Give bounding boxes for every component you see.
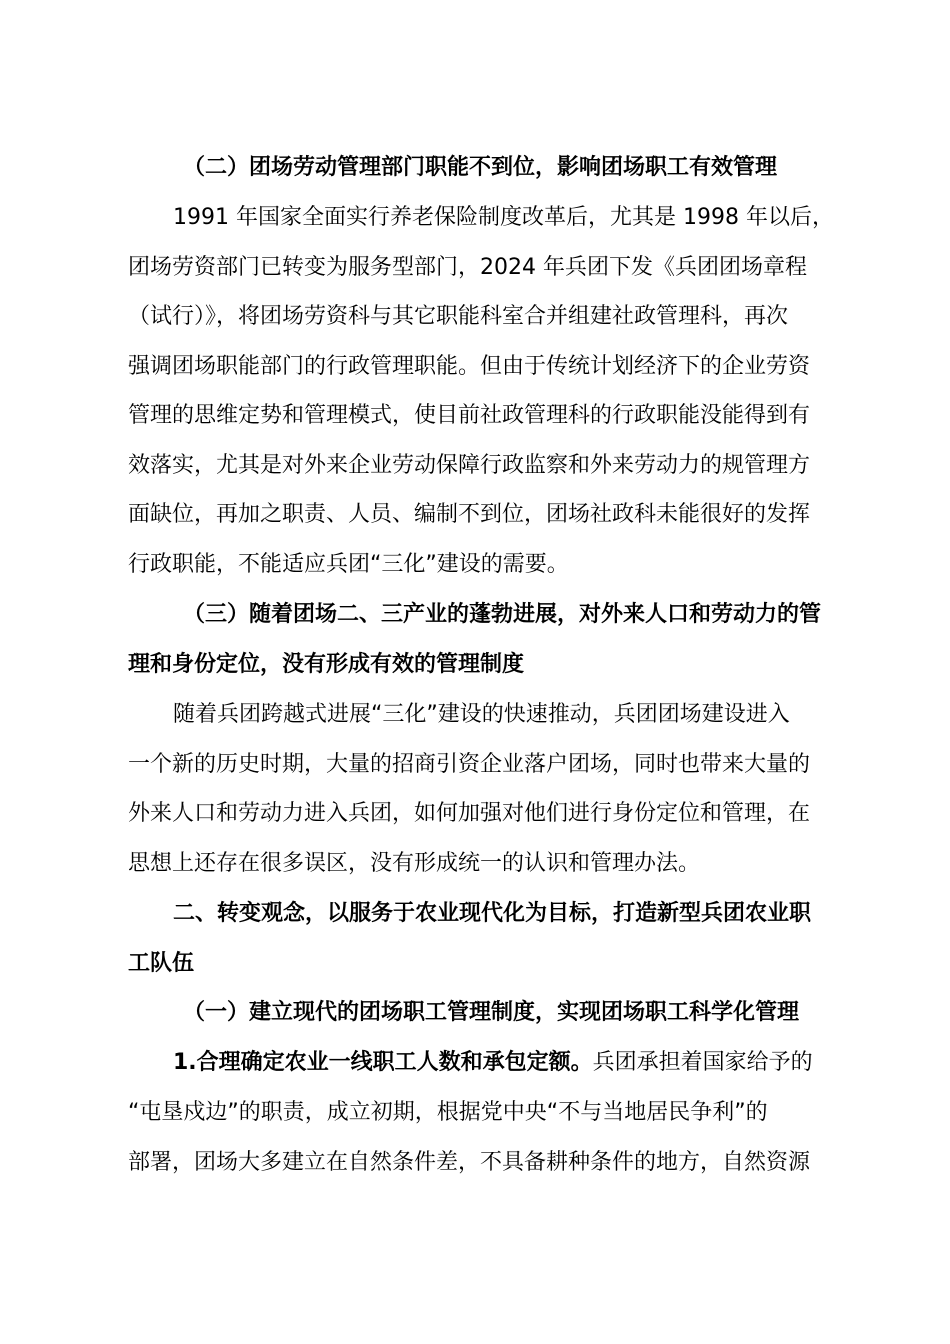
section-3-paragraph-line: 随着兵团跨越式进展“三化”建设的快速推动，兵团团场建设进入 — [173, 702, 790, 727]
section-3-heading-line: （三）随着团场二、三产业的蓬勃进展，对外来人口和劳动力的管 — [183, 602, 822, 627]
item-1-first-line — [173, 1048, 813, 1078]
section-2-paragraph-line: （试行）》，将团场劳资科与其它职能科室合并组建社政管理科，再次 — [128, 304, 789, 329]
section-2-paragraph-line: 管理的思维定势和管理模式，使目前社政管理科的行政职能没能得到有 — [128, 403, 811, 428]
section-3-paragraph-line: 思想上还存在很多误区，没有形成统一的认识和管理办法。 — [128, 851, 701, 876]
section-2-paragraph-line: 面缺位，再加之职责、人员、编制不到位，团场社政科未能很好的发挥 — [128, 502, 811, 527]
item-1-text-line: “屯垦戍边”的职责，成立初期，根据党中央“不与当地居民争利”的 — [128, 1100, 768, 1125]
section-2-paragraph-line: 团场劳资部门已转变为服务型部门，2024 年兵团下发《兵团团场章程 — [128, 255, 807, 280]
section-2-paragraph-line: 效落实，尤其是对外来企业劳动保障行政监察和外来劳动力的规管理方 — [128, 453, 811, 478]
section-3-heading-line: 理和身份定位，没有形成有效的管理制度 — [128, 652, 525, 677]
section-3-paragraph-line: 一个新的历史时期，大量的招商引资企业落户团场，同时也带来大量的 — [128, 752, 811, 777]
part-2-heading-line: 二、转变观念，以服务于农业现代化为目标，打造新型兵团农业职 — [173, 901, 812, 926]
part-2-heading-line: 工队伍 — [128, 951, 195, 976]
section-2-paragraph-line: 强调团场职能部门的行政管理职能。但由于传统计划经济下的企业劳资 — [128, 354, 811, 379]
section-3-paragraph-line: 外来人口和劳动力进入兵团，如何加强对他们进行身份定位和管理，在 — [128, 801, 811, 826]
section-2-heading: （二）团场劳动管理部门职能不到位，影响团场职工有效管理 — [183, 155, 778, 180]
section-2-paragraph-line: 1991 年国家全面实行养老保险制度改革后，尤其是 1998 年以后， — [173, 205, 834, 230]
item-1-text-line: 部署，团场大多建立在自然条件差，不具备耕种条件的地方，自然资源 — [128, 1150, 811, 1175]
item-1-text: 兵团承担着国家给予的 — [592, 1050, 813, 1075]
part-2-sub-1-heading: （一）建立现代的团场职工管理制度，实现团场职工科学化管理 — [183, 1000, 800, 1025]
section-2-paragraph-line: 行政职能，不能适应兵团“三化”建设的需要。 — [128, 552, 569, 577]
item-1-lead: 1.合理确定农业一线职工人数和承包定额。 — [173, 1050, 593, 1075]
